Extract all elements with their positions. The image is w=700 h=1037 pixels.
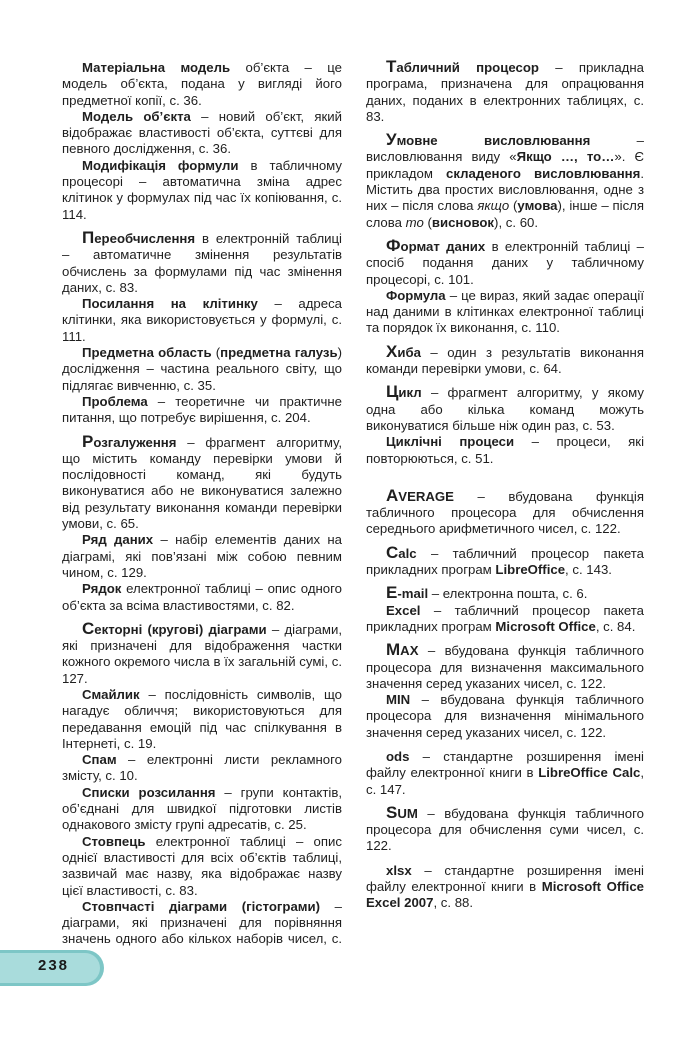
glossary-entry-mailing-lists: Списки розсилання – групи контактів, об’єднані для швидкої підготовки листів однакового змісту групі адресатів, с. 25. (62, 784, 342, 833)
glossary-entry-conditional-statement: Умовне висловлювання – висловлювання виду «Якщо …, то…». Є прикладом складеного висловлювання. Містить два простих висловлювання, одне з них – після слова якщо (умова), інше – після слова то (висновок), с. 60. (366, 130, 645, 230)
right-column (366, 57, 645, 912)
glossary-entry-formula: Формула – це вираз, який задає операції над даними в клітинках електронної таблиці та порядок їх виконання, с. 110. (366, 287, 644, 336)
glossary-entry-cyclic-processes: Циклічні процеси – процеси, які повторюються, с. 51. (366, 434, 644, 466)
glossary-entry-ods: ods – стандартне розширення імені файлу електронної книги в LibreOffice Calc, с. 147. (366, 748, 644, 797)
glossary-entry-email: E-mail – електронна пошта, с. 6. (386, 583, 588, 603)
glossary-entry-branching: Розгалуження – фрагмент алгоритму, що містить команду перевірки умови й послідовності команд, які будуть виконуватися або не виконуватися залежно від результату виконання команди перевірки умови, с. 65. (62, 431, 342, 532)
glossary-entry-spam: Спам – електронні листи рекламного змісту, с. 10. (62, 752, 342, 784)
glossary-entry-spreadsheet-processor: Табличний процесор – прикладна програма, призначена для опрацювання даних, поданих в електронних таблицях, с. 83. (366, 57, 644, 124)
glossary-entry-calc: Calc – табличний процесор пакета прикладних програм LibreOffice, с. 143. (366, 542, 644, 578)
glossary-entry-false: Хиба – один з результатів виконання команди перевірки умови, с. 64. (366, 341, 644, 377)
glossary-entry-average: AVERAGE – вбудована функція табличного процесора для обчислення середнього арифметичного чисел, с. 122. (366, 485, 644, 537)
glossary-entry-smiley: Смайлик – послідовність символів, що нагадує обличчя; використовуються для передавання емоцій під час спілкування в Інтернеті, с. 19. (62, 686, 342, 751)
glossary-entry-recalculation: Переобчислення в електронній таблиці – автоматичне змінення результатів обчислень за формулами під час змінення даних, с. 83. (62, 227, 342, 295)
left-column (62, 60, 342, 964)
glossary-entry-xlsx: xlsx – стандартне розширення імені файлу електронної книги в Microsoft Office Excel 2007, с. 88. (366, 862, 644, 911)
glossary-entry-row: Рядок електронної таблиці – опис одного об’єкта за всіма властивостями, с. 82. (62, 581, 342, 613)
glossary-entry-bar-charts: Стовпчасті діаграми (гістограми) – діаграми, які призначені для порівняння значень одного або кількох наборів чисел, с. (62, 898, 342, 947)
glossary-entry-formula-modification: Модифікація формули в табличному процесорі – автоматична зміна адрес клітинок у формулах під час їх копіювання, с. 114. (62, 157, 342, 222)
glossary-entry-pie-charts: Секторні (кругові) діаграми – діаграми, які призначені для відображення частки кожного окремого числа в їх загальній сумі, с. 127. (62, 618, 342, 686)
glossary-entry-max: MAX – вбудована функція табличного процесора для визначення максимального значення серед указаних чисел, с. 122. (366, 640, 644, 691)
glossary-entry-subject-area: Предметна область (предметна галузь) дослідження – частина реального світу, що підлягає вивченню, с. 35. (62, 345, 342, 393)
glossary-entry-data-series: Ряд даних – набір елементів даних на діаграмі, які пов’язані між собою певним чином, с. 129. (62, 532, 342, 580)
glossary-entry-min: MIN – вбудована функція табличного процесора для визначення мінімального значення серед указаних чисел, с. 122. (366, 692, 644, 740)
glossary-entry-material-model: Матеріальна модель об’єкта – це модель об’єкта, подана у вигляді його предметної копії, с. 36. (62, 60, 342, 108)
glossary-entry-column: Стовпець електронної таблиці – опис однієї властивості для всіх об’єктів таблиці, зазвичай має назву, яка відображає назву цієї властивості, с. 83. (62, 833, 342, 898)
glossary-entry-sum: SUM – вбудована функція табличного процесора для обчислення суми чисел, с. 122. (366, 802, 644, 854)
glossary-entry-object-model: Модель об’єкта – новий об’єкт, який відображає властивості об’єкта, суттєві для певного дослідження, с. 36. (62, 108, 342, 157)
page-number: 238 (38, 957, 70, 974)
glossary-entry-excel: Excel – табличний процесор пакета прикладних програм Microsoft Office, с. 84. (366, 602, 644, 634)
glossary-entry-loop: Цикл – фрагмент алгоритму, у якому одна або кілька команд можуть виконуватися більше ніж один раз, с. 53. (366, 382, 644, 433)
glossary-entry-problem: Проблема – теоретичне чи практичне питання, що потребує вирішення, с. 204. (62, 393, 342, 426)
glossary-entry-cell-reference: Посилання на клітинку – адреса клітинки, яка використовується у формулі, с. 111. (62, 296, 342, 344)
glossary-entry-data-format: Формат даних в електронній таблиці – спосіб подання даних у табличному процесорі, с. 101. (366, 235, 645, 287)
